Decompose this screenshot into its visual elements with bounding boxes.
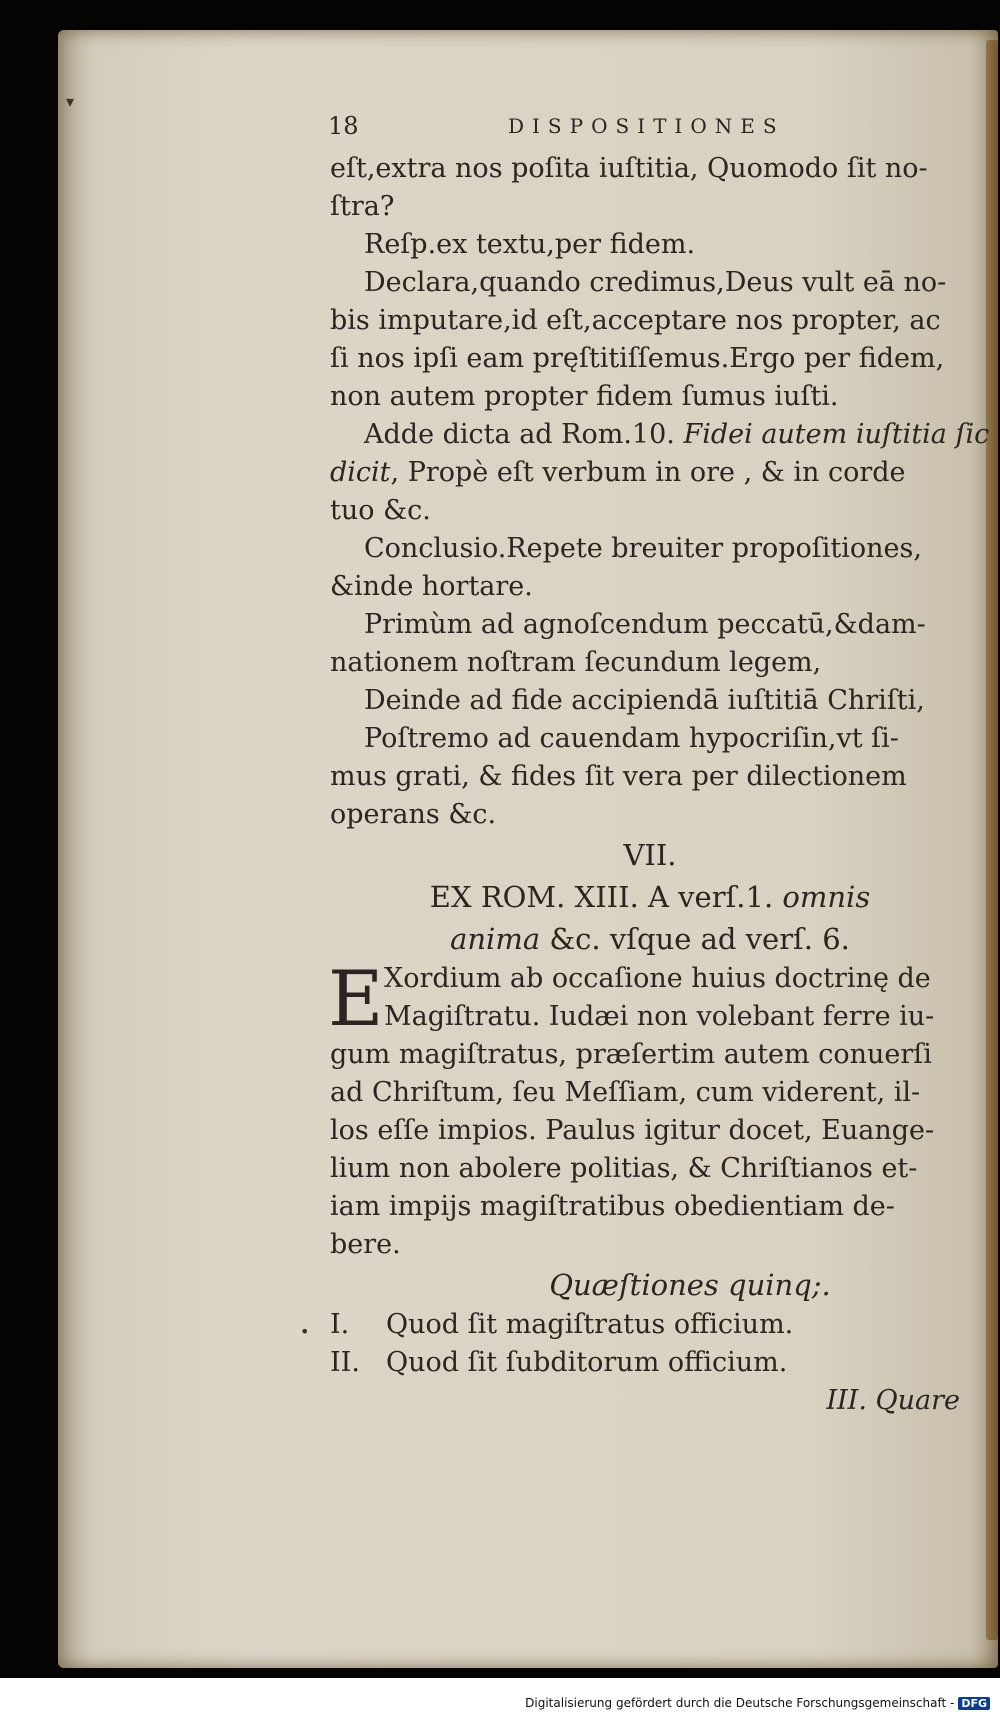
text-line: lium non abolere politias, & Chriſtianos et- — [330, 1153, 918, 1184]
page-number: 18 — [328, 112, 359, 140]
text-line: Primùm ad agnoſcendum peccatū,&dam- — [364, 609, 926, 640]
page-body — [328, 150, 990, 1420]
margin-mark-bottom: • — [300, 1322, 310, 1341]
text-line: los eſſe impios. Paulus igitur docet, Euange- — [330, 1115, 935, 1146]
question-text: Quod ſit ſubditorum officium. — [386, 1347, 788, 1378]
text-line: Reſp.ex textu,per fidem. — [364, 229, 696, 260]
text-line: iam impijs magiſtratibus obedientiam de- — [330, 1191, 895, 1222]
text-line: tuo &c. — [330, 495, 431, 526]
question-item — [330, 1344, 970, 1382]
question-number: I. — [330, 1309, 350, 1340]
question-item — [330, 1306, 970, 1344]
text-line: ſi nos ipſi eam pręſtitiſſemus.Ergo per fidem, — [330, 343, 945, 374]
text-line: Conclusio.Repete breuiter propoſitiones, — [364, 533, 922, 564]
dfg-logo: DFG — [958, 1697, 990, 1710]
exordium-paragraph — [328, 954, 970, 1264]
text-line: mus grati, & fides ſit vera per dilectionem — [330, 761, 907, 792]
text-span: Adde dicta ad Rom.10. — [364, 419, 675, 450]
text-line: eſt,extra nos poſita iuſtitia, Quomodo ſit no- — [330, 153, 928, 184]
text-line: bis imputare,id eſt,acceptare nos propter, ac — [330, 305, 941, 336]
text-line: Deinde ad fide accipiendā iuſtitiā Chriſti, — [364, 685, 925, 716]
drop-cap: E — [328, 954, 384, 1043]
section-heading — [330, 876, 970, 918]
text-line: Declara,quando credimus,Deus vult eā no- — [364, 267, 947, 298]
text-line: ad Chriſtum, ſeu Meſſiam, cum viderent, il- — [330, 1077, 921, 1108]
text-line: Xordium ab occaſione huius doctrinę de — [384, 963, 931, 994]
question-number: II. — [330, 1347, 360, 1378]
text-line: operans &c. — [330, 799, 497, 830]
questions-heading: Quæſtiones quinq;. — [549, 1268, 831, 1302]
section-number: VII. — [623, 838, 677, 872]
text-span-italic: dicit — [330, 457, 391, 488]
text-span-italic: Fidei autem iuſtitia ſic — [683, 419, 990, 450]
page-header — [328, 112, 968, 142]
text-line: bere. — [330, 1229, 401, 1260]
running-title: DISPOSITIONES — [508, 114, 785, 138]
heading-span: EX ROM. XIII. A verſ.1. — [429, 880, 774, 914]
text-line: ſtra? — [330, 191, 395, 222]
catchword-text: III. Quare — [826, 1385, 960, 1416]
question-text: Quod ſit magiſtratus officium. — [386, 1309, 794, 1340]
footer-credit-text: Digitalisierung gefördert durch die Deutsche Forschungsgemeinschaft - — [525, 1696, 955, 1710]
text-line — [330, 454, 970, 492]
footer-bar — [0, 1678, 1000, 1718]
text-line — [330, 416, 990, 454]
heading-span-italic: anima — [450, 922, 541, 956]
text-span: , Propè eſt verbum in ore , & in corde — [390, 457, 906, 488]
catchword — [330, 1382, 970, 1420]
footer-credit — [525, 1696, 990, 1710]
section-heading-cont — [330, 918, 970, 960]
text-line: Poſtremo ad cauendam hypocriſin,vt ſi- — [364, 723, 899, 754]
page-edge — [986, 40, 998, 1640]
text-line: &inde hortare. — [330, 571, 533, 602]
margin-mark-top: ▾ — [66, 92, 75, 111]
text-line: non autem propter fidem ſumus iuſti. — [330, 381, 839, 412]
heading-span-italic: omnis — [782, 880, 871, 914]
heading-span: &c. vſque ad verſ. 6. — [549, 922, 850, 956]
text-line: nationem noſtram ſecundum legem, — [330, 647, 822, 678]
text-line: Magiſtratu. Iudæi non volebant ferre iu- — [384, 1001, 935, 1032]
text-line: gum magiſtratus, præſertim autem conuerſi — [330, 1039, 932, 1070]
